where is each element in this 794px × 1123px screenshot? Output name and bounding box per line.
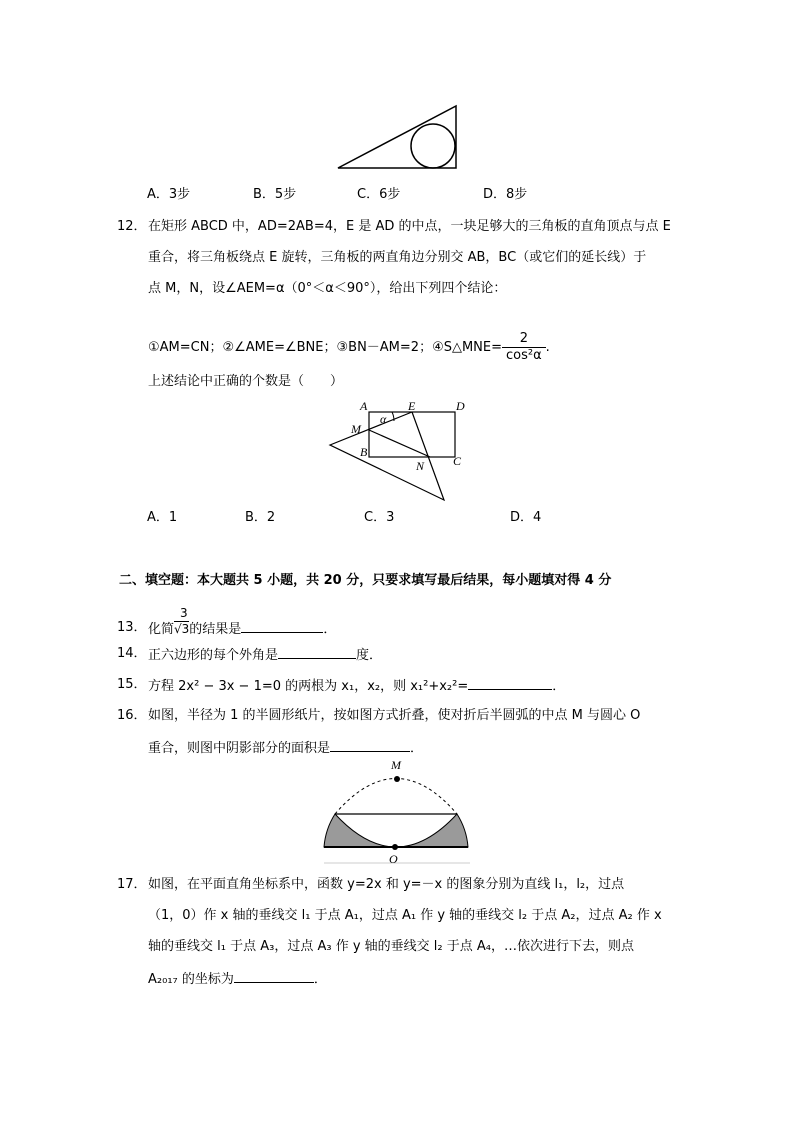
label-alpha: α [380, 412, 387, 426]
q11-option-c: C．6步 [357, 187, 401, 202]
q13-prefix: 化简 [148, 622, 175, 637]
folded-arc-dashed [335, 779, 457, 815]
q15-prompt: 方程 2x² − 3x − 1=0 的两根为 x₁，x₂，则 x₁²+x₂²= [148, 679, 469, 694]
q14-text [148, 646, 382, 664]
q14-end: 度． [356, 648, 383, 663]
point-o [392, 844, 398, 850]
shaded-region [324, 814, 468, 847]
section2-heading: 二、填空题：本大题共 5 小题，共 20 分，只要求填写最后结果，每小题填对得 4 分 [119, 573, 612, 588]
q12-option-b: B．2 [245, 510, 276, 525]
right-triangle [338, 106, 456, 168]
q16-prompt: 重合，则图中阴影部分的面积是 [148, 741, 331, 756]
q16-figure [320, 755, 480, 870]
q17-line1: 如图，在平面直角坐标系中，函数 y=2x 和 y=－x 的图象分别为直线 l₁，l₂，过点 [148, 877, 625, 892]
q12-line3: 点 M，N，设∠AEM=α（0°＜α＜90°），给出下列四个结论： [148, 281, 507, 296]
q15-text [148, 677, 565, 695]
q12-option-a: A．1 [147, 510, 178, 525]
label-e: E [408, 399, 416, 413]
q14-prompt: 正六边形的每个外角是 [148, 648, 279, 663]
q11-option-b: B．5步 [253, 187, 297, 202]
q16-number: 16． [117, 708, 147, 723]
label-n: N [416, 459, 425, 473]
q13-text [148, 606, 337, 638]
q17-answer-blank[interactable] [234, 970, 314, 983]
q11-figure [330, 100, 465, 175]
q14-number: 14． [117, 646, 147, 661]
q17-prompt: A₂₀₁₇ 的坐标为 [148, 972, 234, 987]
q16-end: ． [410, 741, 424, 756]
q15-number: 15． [117, 677, 147, 692]
label-o: O [389, 852, 398, 866]
label-b: B [360, 445, 368, 459]
q17-number: 17． [117, 877, 147, 892]
q12-option-c: C．3 [364, 510, 395, 525]
q12-figure [320, 395, 480, 510]
q12-fraction [502, 331, 546, 364]
segment-mn [369, 430, 430, 457]
q11-option-a: A．3步 [147, 187, 191, 202]
q12-question: 上述结论中正确的个数是（ ） [148, 374, 344, 389]
q17-line3: 轴的垂线交 l₁ 于点 A₃，过点 A₃ 作 y 轴的垂线交 l₂ 于点 A₄，…依次进行下去，则点 [148, 939, 634, 954]
q12-option-d: D．4 [510, 510, 542, 525]
q12-conclusions [148, 330, 550, 366]
q15-end: ． [552, 679, 566, 694]
q12-frac-den: cos²α [506, 348, 542, 363]
inscribed-circle [411, 124, 455, 168]
q13-frac-den: √3 [174, 622, 190, 636]
label-c: C [453, 454, 462, 468]
label-m: M [391, 758, 401, 772]
q13-end: ． [323, 622, 337, 637]
q15-answer-blank[interactable] [468, 677, 552, 690]
q13-answer-blank[interactable] [241, 620, 323, 633]
q12-frac-num: 2 [502, 331, 546, 348]
q17-end: ． [313, 972, 327, 987]
q12-number: 12． [117, 219, 147, 234]
label-d: D [456, 399, 465, 413]
q11-option-d: D．8步 [483, 187, 528, 202]
q14-answer-blank[interactable] [278, 646, 356, 659]
label-m: M [351, 422, 361, 436]
q17-line2: （1，0）作 x 轴的垂线交 l₁ 于点 A₁，过点 A₁ 作 y 轴的垂线交 l₂ 于点 A₂，过点 A₂ 作 x [148, 908, 662, 923]
q13-frac-num: 3 [180, 606, 188, 620]
point-m [394, 776, 400, 782]
q13-number: 13． [117, 620, 147, 635]
q12-period: . [545, 340, 550, 355]
q12-conclusions-text: ①AM=CN；②∠AME=∠BNE；③BN－AM=2；④S△MNE= [148, 340, 503, 355]
q12-line1: 在矩形 ABCD 中，AD=2AB=4，E 是 AD 的中点，一块足够大的三角板的直角顶点与点 E [148, 219, 671, 234]
label-a: A [360, 399, 368, 413]
q12-line2: 重合，将三角板绕点 E 旋转，三角板的两直角边分别交 AB，BC（或它们的延长线）于 [148, 250, 647, 265]
q16-answer-blank[interactable] [330, 739, 410, 752]
q13-fraction [174, 606, 190, 637]
q16-line1: 如图，半径为 1 的半圆形纸片，按如图方式折叠，使对折后半圆弧的中点 M 与圆心 O [148, 708, 641, 723]
q17-line4 [148, 970, 327, 988]
q13-suffix: 的结果是 [189, 622, 242, 637]
